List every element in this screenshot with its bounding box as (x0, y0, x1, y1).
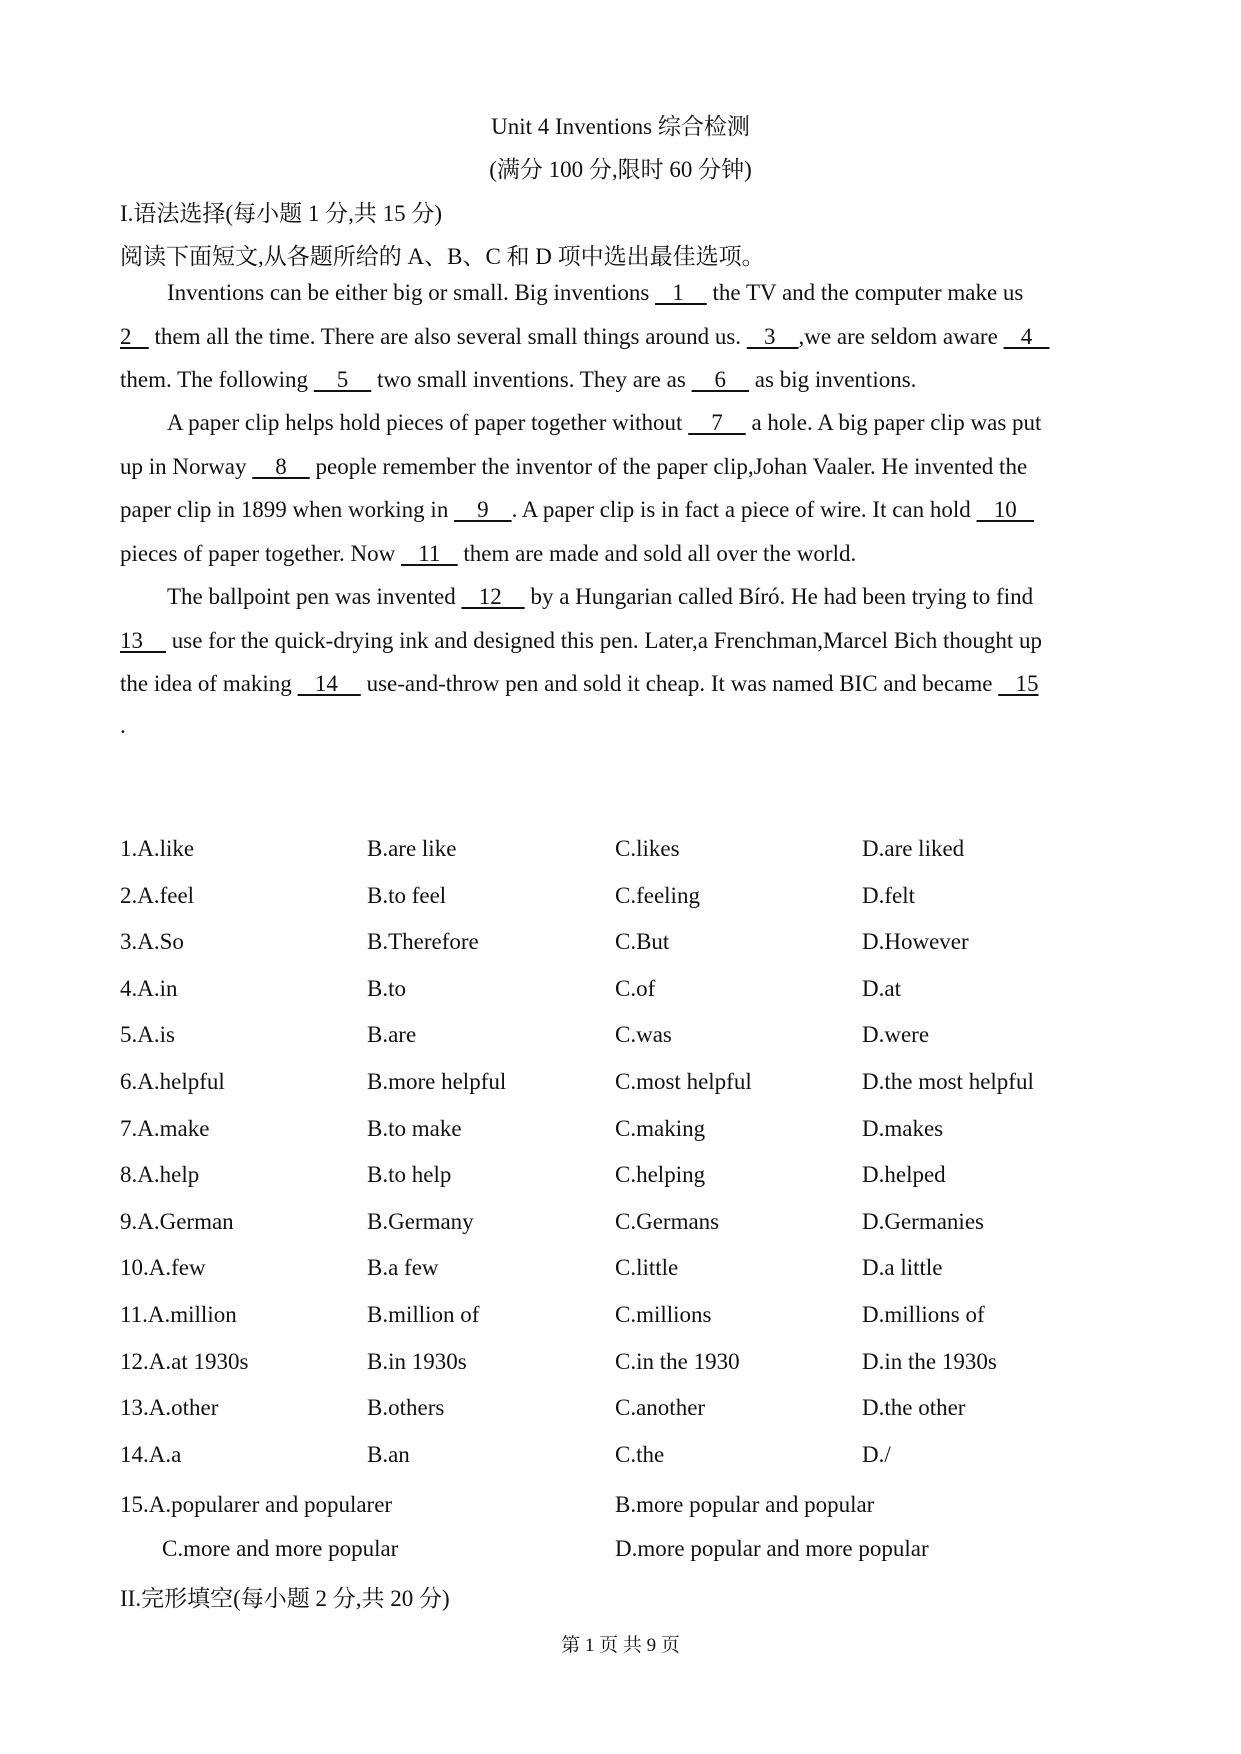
option-13-d: D.the other (862, 1395, 966, 1420)
option-4-b: B.to (367, 976, 406, 1001)
option-5-d: D.were (862, 1022, 930, 1047)
option-12-b: B.in 1930s (367, 1349, 467, 1374)
option-8-b: B.to help (367, 1162, 452, 1187)
option-9-b: B.Germany (367, 1209, 474, 1234)
option-4-d: D.at (862, 976, 901, 1001)
option-11-b: B.million of (367, 1302, 480, 1327)
option-9-a: 9.A.German (120, 1209, 234, 1234)
option-8-c: C.helping (615, 1162, 706, 1187)
blank-1: 1 (655, 280, 707, 305)
passage-line: pieces of paper together. Now 11 them are made and sold all over the world. (120, 541, 857, 566)
option-8-a: 8.A.help (120, 1162, 200, 1187)
passage-line: 2 them all the time. There are also several small things around us. 3 ,we are seldom aware 4 (120, 324, 1050, 349)
option-7-b: B.to make (367, 1116, 462, 1141)
option-12-c: C.in the 1930 (615, 1349, 740, 1374)
option-15-a: 15.A.popularer and popularer (120, 1492, 393, 1517)
option-2-a: 2.A.feel (120, 883, 195, 908)
option-9-d: D.Germanies (862, 1209, 984, 1234)
option-6-a: 6.A.helpful (120, 1069, 225, 1094)
option-10-d: D.a little (862, 1255, 943, 1280)
option-7-c: C.making (615, 1116, 706, 1141)
blank-8: 8 (252, 454, 310, 479)
page-subtitle: (满分 100 分,限时 60 分钟) (489, 157, 752, 182)
option-1-c: C.likes (615, 836, 680, 861)
option-14-b: B.an (367, 1442, 410, 1467)
option-14-c: C.the (615, 1442, 665, 1467)
page-footer: 第 1 页 共 9 页 (561, 1635, 680, 1656)
option-9-c: C.Germans (615, 1209, 720, 1234)
option-4-a: 4.A.in (120, 976, 178, 1001)
option-4-c: C.of (615, 976, 656, 1001)
passage-line: the idea of making 14 use-and-throw pen and sold it cheap. It was named BIC and became 15 (120, 671, 1039, 696)
blank-14: 14 (297, 671, 361, 696)
passage-line: A paper clip helps hold pieces of paper together without 7 a hole. A big paper clip was put (167, 410, 1042, 435)
option-12-d: D.in the 1930s (862, 1349, 997, 1374)
passage-line: Inventions can be either big or small. Big inventions 1 the TV and the computer make us (167, 280, 1024, 305)
passage-line: up in Norway 8 people remember the inventor of the paper clip,Johan Vaaler. He invented the (120, 454, 1028, 479)
option-5-b: B.are (367, 1022, 417, 1047)
option-6-c: C.most helpful (615, 1069, 752, 1094)
option-6-d: D.the most helpful (862, 1069, 1034, 1094)
option-1-b: B.are like (367, 836, 457, 861)
option-2-c: C.feeling (615, 883, 700, 908)
option-11-d: D.millions of (862, 1302, 985, 1327)
blank-11: 11 (401, 541, 458, 566)
option-3-a: 3.A.So (120, 929, 184, 954)
option-15-d: D.more popular and more popular (615, 1536, 929, 1561)
option-10-b: B.a few (367, 1255, 439, 1280)
option-2-d: D.felt (862, 883, 916, 908)
option-13-a: 13.A.other (120, 1395, 219, 1420)
passage-line: . (120, 713, 126, 738)
option-5-c: C.was (615, 1022, 672, 1047)
option-15-c: C.more and more popular (162, 1536, 399, 1561)
option-1-a: 1.A.like (120, 836, 195, 861)
blank-7: 7 (688, 410, 746, 435)
option-14-d: D./ (862, 1442, 891, 1467)
option-10-a: 10.A.few (120, 1255, 206, 1280)
blank-13: 13 (120, 628, 166, 653)
blank-9: 9 (454, 497, 512, 522)
blank-4: 4 (1003, 324, 1050, 349)
passage-line: them. The following 5 two small inventions. They are as 6 as big inventions. (120, 367, 917, 392)
option-12-a: 12.A.at 1930s (120, 1349, 249, 1374)
option-15-b: B.more popular and popular (615, 1492, 875, 1517)
option-7-a: 7.A.make (120, 1116, 210, 1141)
option-2-b: B.to feel (367, 883, 447, 908)
option-7-d: D.makes (862, 1116, 944, 1141)
blank-2: 2 (120, 324, 149, 349)
option-3-b: B.Therefore (367, 929, 479, 954)
passage-line: paper clip in 1899 when working in 9 . A paper clip is in fact a piece of wire. It can hold 10 (120, 497, 1035, 522)
option-3-d: D.However (862, 929, 969, 954)
option-13-c: C.another (615, 1395, 706, 1420)
option-10-c: C.little (615, 1255, 679, 1280)
option-5-a: 5.A.is (120, 1022, 175, 1047)
option-13-b: B.others (367, 1395, 445, 1420)
passage-line: The ballpoint pen was invented 12 by a Hungarian called Bíró. He had been trying to find (167, 584, 1034, 609)
section-2-heading: II.完形填空(每小题 2 分,共 20 分) (120, 1586, 450, 1611)
option-3-c: C.But (615, 929, 670, 954)
option-8-d: D.helped (862, 1162, 946, 1187)
blank-6: 6 (691, 367, 750, 392)
blank-3: 3 (746, 324, 799, 349)
blank-5: 5 (313, 367, 372, 392)
blank-12: 12 (461, 584, 525, 609)
option-6-b: B.more helpful (367, 1069, 507, 1094)
option-11-c: C.millions (615, 1302, 712, 1327)
blank-15: 15 (998, 671, 1039, 696)
option-14-a: 14.A.a (120, 1442, 182, 1467)
section-1-instruction: 阅读下面短文,从各题所给的 A、B、C 和 D 项中选出最佳选项。 (120, 244, 765, 269)
blank-10: 10 (976, 497, 1035, 522)
section-1-heading: I.语法选择(每小题 1 分,共 15 分) (120, 201, 442, 226)
option-11-a: 11.A.million (120, 1302, 237, 1327)
page-title: Unit 4 Inventions 综合检测 (491, 114, 750, 139)
option-1-d: D.are liked (862, 836, 965, 861)
passage-line: 13 use for the quick-drying ink and designed this pen. Later,a Frenchman,Marcel Bich thought up (120, 628, 1043, 653)
